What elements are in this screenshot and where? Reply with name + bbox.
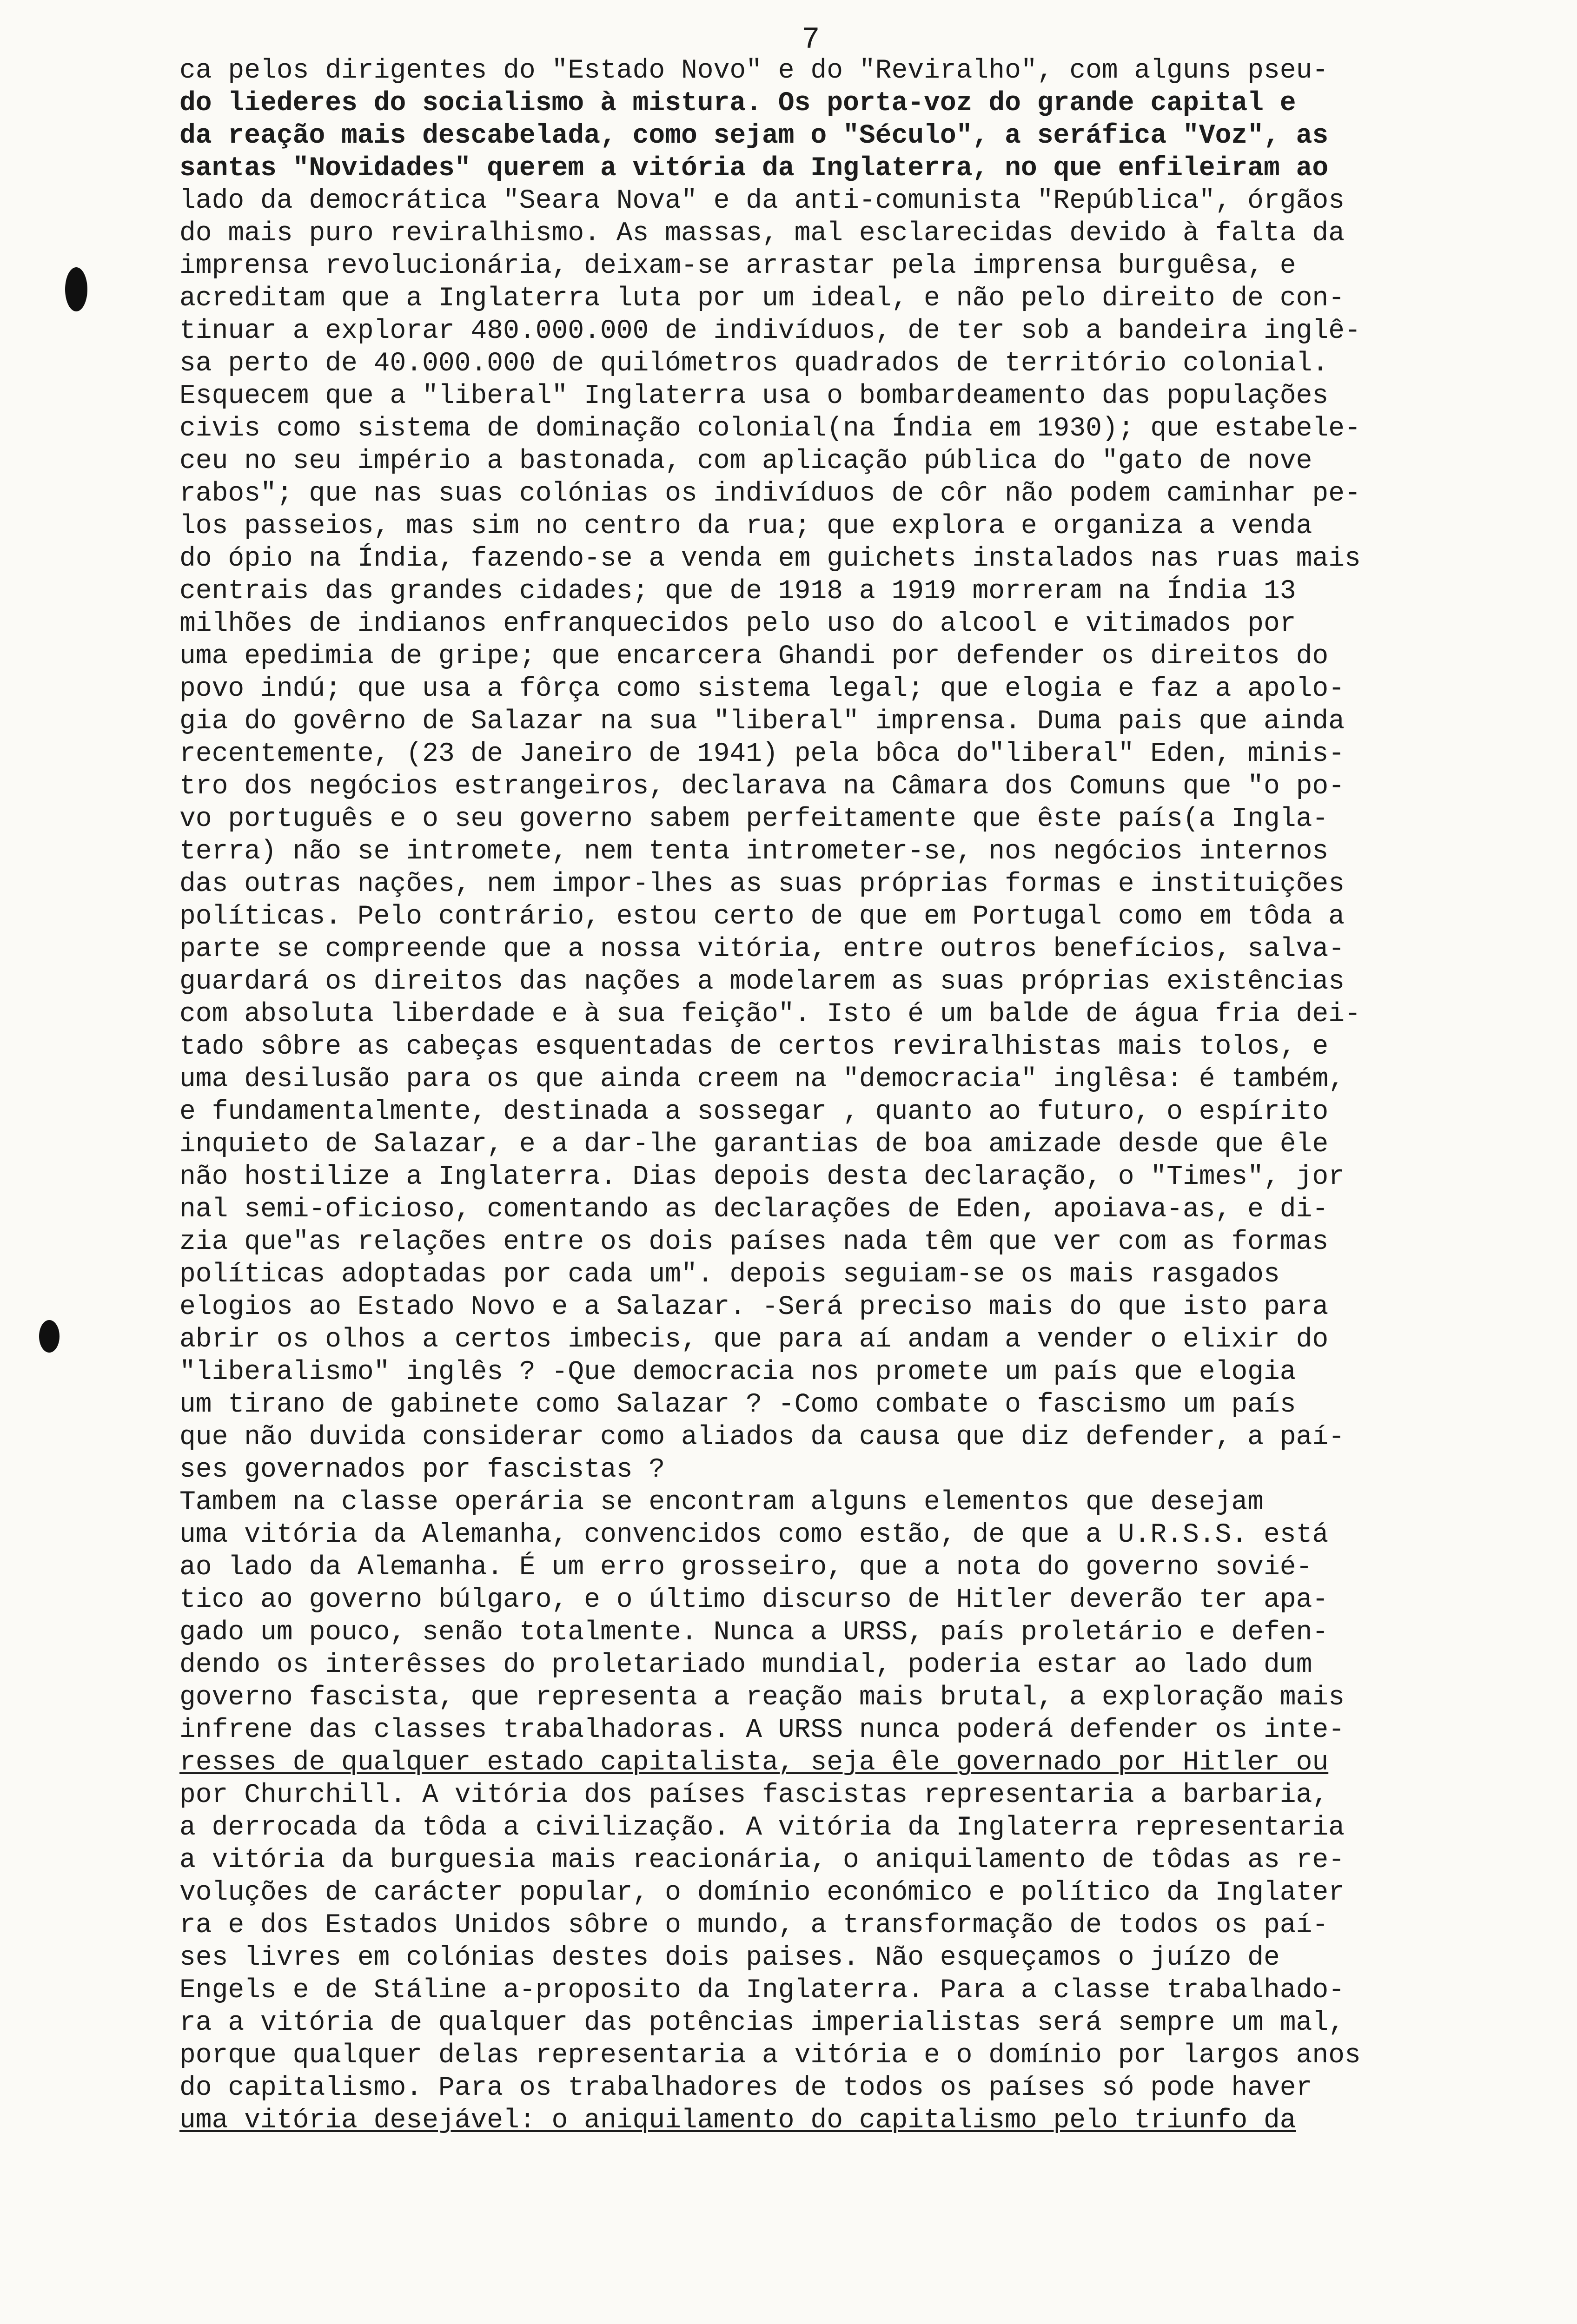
text-line: uma desilusão para os que ainda creem na "democracia" inglêsa: é também, xyxy=(179,1064,1345,1095)
document-body xyxy=(179,55,1491,2137)
text-line: ra a vitória de qualquer das potências imperialistas será sempre um mal, xyxy=(179,2008,1345,2038)
text-line: da reação mais descabelada, como sejam o "Século", a seráfica "Voz", as xyxy=(179,121,1329,151)
text-line: milhões de indianos enfranquecidos pelo uso do alcool e vitimados por xyxy=(179,609,1296,639)
text-line: do capitalismo. Para os trabalhadores de todos os países só pode haver xyxy=(179,2073,1312,2103)
text-line: do ópio na Índia, fazendo-se a venda em guichets instalados nas ruas mais xyxy=(179,544,1361,574)
text-line: guardará os direitos das nações a modelarem as suas próprias existências xyxy=(179,967,1345,997)
text-line: ao lado da Alemanha. É um erro grosseiro, que a nota do governo sovié- xyxy=(179,1552,1312,1583)
text-line: civis como sistema de dominação colonial(na Índia em 1930); que estabele- xyxy=(179,414,1361,444)
text-line: sa perto de 40.000.000 de quilómetros quadrados de território colonial. xyxy=(179,349,1329,379)
text-line: que não duvida considerar como aliados da causa que diz defender, a paí- xyxy=(179,1422,1345,1452)
text-line: terra) não se intromete, nem tenta intrometer-se, nos negócios internos xyxy=(179,837,1329,867)
text-line: tro dos negócios estrangeiros, declarava na Câmara dos Comuns que "o po- xyxy=(179,772,1345,802)
text-line: voluções de carácter popular, o domínio económico e político da Inglater xyxy=(179,1878,1345,1908)
text-line: ca pelos dirigentes do "Estado Novo" e do "Reviralho", com alguns pseu- xyxy=(179,56,1329,86)
text-line: não hostilize a Inglaterra. Dias depois desta declaração, o "Times", jor xyxy=(179,1162,1345,1192)
text-line: gado um pouco, senão totalmente. Nunca a URSS, país proletário e defen- xyxy=(179,1618,1329,1648)
underlined-line: resses de qualquer estado capitalista, seja êle governado por Hitler ou xyxy=(179,1748,1329,1778)
text-line: povo indú; que usa a fôrça como sistema legal; que elogia e faz a apolo- xyxy=(179,674,1345,704)
text-line: ses livres em colónias destes dois paises. Não esqueçamos o juízo de xyxy=(179,1943,1280,1973)
text-line: lado da democrática "Seara Nova" e da anti-comunista "República", órgãos xyxy=(179,186,1345,216)
text-line: rabos"; que nas suas colónias os indivíduos de côr não podem caminhar pe- xyxy=(179,479,1361,509)
text-line: imprensa revolucionária, deixam-se arrastar pela imprensa burguêsa, e xyxy=(179,251,1296,281)
text-line: inquieto de Salazar, e a dar-lhe garantias de boa amizade desde que êle xyxy=(179,1129,1329,1160)
text-line: dendo os interêsses do proletariado mundial, poderia estar ao lado dum xyxy=(179,1650,1312,1680)
text-line: ra e dos Estados Unidos sôbre o mundo, a transformação de todos os paí- xyxy=(179,1910,1329,1941)
text-line: uma vitória da Alemanha, convencidos como estão, de que a U.R.S.S. está xyxy=(179,1520,1329,1550)
text-line: acreditam que a Inglaterra luta por um ideal, e não pelo direito de con- xyxy=(179,284,1345,314)
text-line: tico ao governo búlgaro, e o último discurso de Hitler deverão ter apa- xyxy=(179,1585,1329,1615)
text-line: a derrocada da tôda a civilização. A vitória da Inglaterra representaria xyxy=(179,1813,1345,1843)
text-line: Tambem na classe operária se encontram alguns elementos que desejam xyxy=(179,1487,1264,1518)
text-line: Esquecem que a "liberal" Inglaterra usa o bombardeamento das populações xyxy=(179,381,1329,411)
text-line: políticas adoptadas por cada um". depois seguiam-se os mais rasgados xyxy=(179,1260,1280,1290)
binder-hole-mark xyxy=(39,1320,60,1353)
text-line: por Churchill. A vitória dos países fascistas representaria a barbaria, xyxy=(179,1780,1329,1810)
text-line: infrene das classes trabalhadoras. A URSS nunca poderá defender os inte- xyxy=(179,1715,1345,1745)
text-line: tinuar a explorar 480.000.000 de indivíduos, de ter sob a bandeira inglê- xyxy=(179,316,1361,346)
text-line: a vitória da burguesia mais reacionária, o aniquilamento de tôdas as re- xyxy=(179,1845,1345,1875)
text-line: uma epedimia de gripe; que encarcera Ghandi por defender os direitos do xyxy=(179,641,1329,672)
text-line: nal semi-oficioso, comentando as declarações de Eden, apoiava-as, e di- xyxy=(179,1195,1329,1225)
binder-hole-mark xyxy=(65,267,87,311)
page-number: 7 xyxy=(802,22,820,57)
text-line: das outras nações, nem impor-lhes as suas próprias formas e instituições xyxy=(179,869,1345,899)
text-line: ceu no seu império a bastonada, com aplicação pública do "gato de nove xyxy=(179,446,1312,476)
text-line: abrir os olhos a certos imbecis, que para aí andam a vender o elixir do xyxy=(179,1325,1329,1355)
text-line: vo português e o seu governo sabem perfeitamente que êste país(a Ingla- xyxy=(179,804,1329,834)
text-line: porque qualquer delas representaria a vitória e o domínio por largos anos xyxy=(179,2040,1361,2071)
text-line: zia que"as relações entre os dois países nada têm que ver com as formas xyxy=(179,1227,1329,1257)
text-line: do liederes do socialismo à mistura. Os porta-voz do grande capital e xyxy=(179,88,1296,119)
text-line: ses governados por fascistas ? xyxy=(179,1455,665,1485)
text-line: los passeios, mas sim no centro da rua; que explora e organiza a venda xyxy=(179,511,1312,541)
text-line: um tirano de gabinete como Salazar ? -Como combate o fascismo um país xyxy=(179,1390,1296,1420)
text-line: e fundamentalmente, destinada a sossegar , quanto ao futuro, o espírito xyxy=(179,1097,1329,1127)
text-line: tado sôbre as cabeças esquentadas de certos reviralhistas mais tolos, e xyxy=(179,1032,1329,1062)
text-line: gia do govêrno de Salazar na sua "liberal" imprensa. Duma pais que ainda xyxy=(179,706,1345,737)
text-line: santas "Novidades" querem a vitória da Inglaterra, no que enfileiram ao xyxy=(179,153,1329,184)
text-line: governo fascista, que representa a reação mais brutal, a exploração mais xyxy=(179,1683,1345,1713)
text-line: elogios ao Estado Novo e a Salazar. -Será preciso mais do que isto para xyxy=(179,1292,1329,1322)
text-line: "liberalismo" inglês ? -Que democracia nos promete um país que elogia xyxy=(179,1357,1296,1387)
text-line: do mais puro reviralhismo. As massas, mal esclarecidas devido à falta da xyxy=(179,218,1345,249)
text-line: Engels e de Stáline a-proposito da Inglaterra. Para a classe trabalhado- xyxy=(179,1975,1345,2006)
text-line: políticas. Pelo contrário, estou certo de que em Portugal como em tôda a xyxy=(179,902,1345,932)
text-line: com absoluta liberdade e à sua feição". Isto é um balde de água fria dei- xyxy=(179,999,1361,1030)
underlined-line: uma vitória desejável: o aniquilamento do capitalismo pelo triunfo da xyxy=(179,2106,1296,2136)
text-line: parte se compreende que a nossa vitória, entre outros benefícios, salva- xyxy=(179,934,1345,964)
text-line: recentemente, (23 de Janeiro de 1941) pela bôca do"liberal" Eden, minis- xyxy=(179,739,1345,769)
text-line: centrais das grandes cidades; que de 1918 a 1919 morreram na Índia 13 xyxy=(179,576,1296,607)
